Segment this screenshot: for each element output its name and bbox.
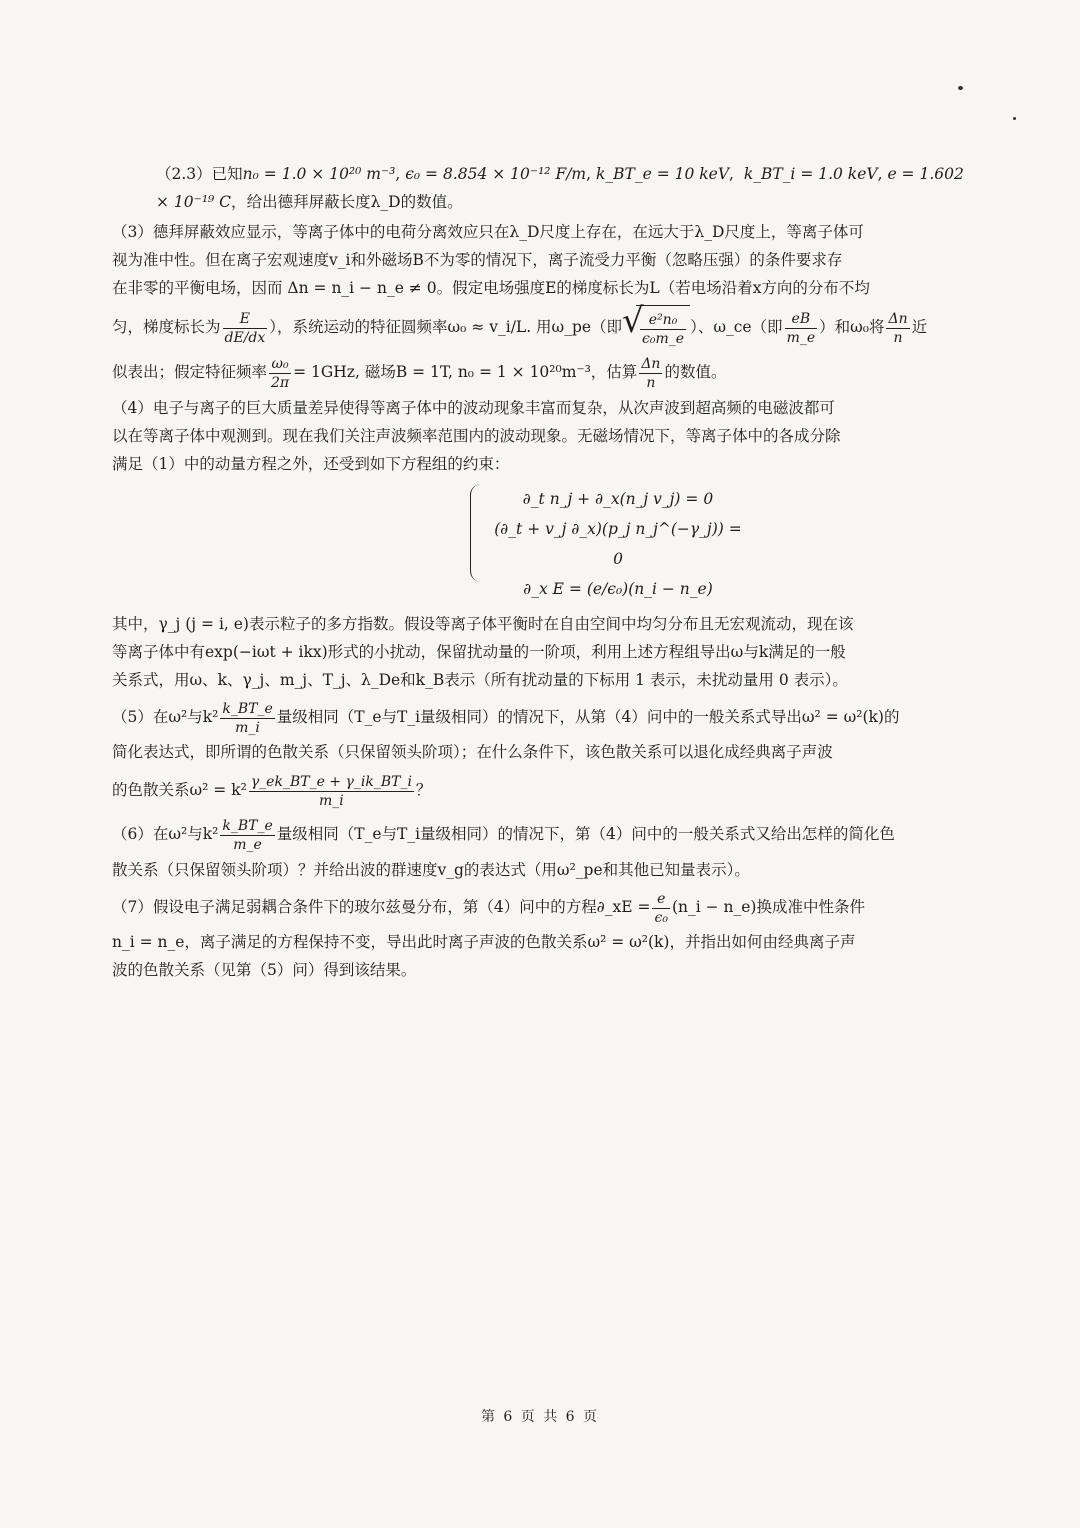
- text: (n_i − n_e)换成准中性条件: [671, 898, 865, 916]
- question-3-fraction-line: [112, 300, 972, 350]
- text: ）、ω_ce（即: [690, 318, 783, 336]
- question-label: （2.3）: [156, 165, 212, 183]
- numerator: Δn: [888, 310, 908, 327]
- numerator: Δn: [641, 355, 661, 372]
- question-label: （3）: [112, 223, 153, 241]
- text-line: 等离子体中有exp(−iωt + ikx)形式的小扰动，保留扰动量的一阶项，利用上述方程组导出ω与k满足的一般: [112, 643, 846, 661]
- left-brace: [470, 484, 481, 582]
- numerator: γ_ek_BT_e + γ_ik_BT_i: [250, 773, 412, 790]
- text: ）和ω₀将: [819, 318, 885, 336]
- text-line: 关系式，用ω、k、γ_j、m_j、T_j、λ_De和k_B表示（所有扰动量的下标用 1 表示，未扰动量用 0 表示）。: [112, 671, 848, 689]
- question-7-line1: [112, 886, 972, 928]
- question-label: （7）: [112, 898, 153, 916]
- text-line: 简化表达式，即所谓的色散关系（只保留领头阶项）；在什么条件下，该色散关系可以退化成经典离子声波: [112, 743, 833, 761]
- text-line: 视为准中性。但在离子宏观速度v_i和外磁场B不为零的情况下，离子流受力平衡（忽略压强）的条件要求存: [112, 251, 843, 269]
- text-line: 在非零的平衡电场，因而 Δn = n_i − n_e ≠ 0。假定电场强度E的梯度标长为L（若电场沿着x方向的分布不均: [112, 279, 870, 297]
- denominator: n: [893, 329, 903, 346]
- fraction-dn-n: [886, 310, 909, 347]
- fraction-e-eps0: [652, 890, 669, 927]
- question-5-line1: [112, 696, 972, 738]
- text-line: 电子与离子的巨大质量差异使得等离子体中的波动现象丰富而复杂，从次声波到超高频的电磁波都可: [152, 399, 835, 417]
- text: ），系统运动的特征圆频率ω₀ ≈ v_i/L. 用ω_pe（即: [269, 318, 623, 336]
- text: 假设电子满足弱耦合条件下的玻尔兹曼分布，第（4）问中的方程∂_xE =: [152, 898, 651, 916]
- denominator: ϵ₀: [654, 909, 668, 926]
- question-7-continued: [112, 928, 972, 984]
- text-line: 散关系（只保留领头阶项）？并给出波的群速度v_g的表达式（用ω²_pe和其他已知量表示）。: [112, 861, 750, 879]
- denominator: dE/dx: [224, 329, 266, 346]
- question-6-line1: [112, 812, 972, 856]
- text: 在ω²与k²: [152, 708, 219, 726]
- question-6-line2: [112, 856, 972, 884]
- numerator: e: [652, 890, 669, 909]
- scan-speck: [1013, 117, 1016, 120]
- question-3-estimate-line: [112, 350, 972, 394]
- text-line: 满足（1）中的动量方程之外，还受到如下方程组的约束：: [112, 455, 510, 473]
- fraction-ion-acoustic: [249, 773, 414, 810]
- question-label: （6）: [112, 825, 153, 843]
- question-2-3: （2.3）已知n₀ = 1.0 × 10²⁰ m⁻³, ϵ₀ = 8.854 × 10⁻¹² F/m, k_BT_e = 10 keV, k_BT_i = 1.0 keV, e = 1.602 × 10⁻¹⁹ C，给出德拜屏蔽长度λ_D的数值。: [156, 165, 964, 211]
- fraction-wpe: [640, 311, 686, 348]
- scan-speck: [958, 86, 963, 90]
- sqrt-wpe: [622, 300, 690, 352]
- denominator: 2π: [271, 374, 290, 391]
- text: 在ω²与k²: [152, 825, 219, 843]
- state-equation: (∂_t + v_j ∂_x)(p_j n_j^(−γ_j)) = 0: [494, 520, 742, 568]
- continuity-equation: ∂_t n_j + ∂_x(n_j v_j) = 0: [522, 490, 714, 508]
- numerator: eB: [785, 310, 818, 329]
- text-line: 其中，γ_j (j = i, e)表示粒子的多方指数。假设等离子体平衡时在自由空间中均匀分布且无宏观流动，现在该: [112, 615, 854, 633]
- equation-system: [470, 484, 748, 604]
- page-footer: 第 6 页 共 6 页: [480, 1409, 600, 1425]
- fraction-dn-n-estimate: [639, 355, 662, 392]
- text: = 1GHz, 磁场B = 1T, n₀ = 1 × 10²⁰m⁻³，估算: [293, 363, 638, 381]
- formula-e: e = 1.602 × 10⁻¹⁹ C: [156, 165, 964, 211]
- text: ？: [415, 781, 432, 799]
- text: 近: [911, 318, 928, 336]
- poisson-equation: ∂_x E = (e/ϵ₀)(n_i − n_e): [523, 580, 713, 598]
- text-line: 德拜屏蔽效应显示，等离子体中的电荷分离效应只在λ_D尺度上存在，在远大于λ_D尺度上，等离子体可: [152, 223, 864, 241]
- text-line: n_i = n_e，离子满足的方程保持不变，导出此时离子声波的色散关系ω² = ω²(k)，并指出如何由经典离子声: [112, 933, 856, 951]
- question-4-continued: [112, 610, 972, 694]
- formula-kti: k_BT_i = 1.0 keV: [743, 165, 878, 183]
- text: 量级相同（T_e与T_i量级相同）的情况下，第（4）问中的一般关系式又给出怎样的简化色: [276, 825, 895, 843]
- question-label: （4）: [112, 399, 153, 417]
- denominator: m_e: [786, 329, 816, 346]
- text: 已知: [211, 165, 243, 183]
- question-4: [112, 394, 972, 478]
- formula-kte: k_BT_e = 10 keV: [595, 165, 730, 183]
- text: 量级相同（T_e与T_i量级相同）的情况下，从第（4）问中的一般关系式导出ω² = ω²(k)的: [276, 708, 900, 726]
- text: 的色散关系ω² = k²: [112, 781, 247, 799]
- question-3: [112, 218, 972, 302]
- denominator: m_i: [235, 719, 260, 736]
- denominator: ϵ₀m_e: [642, 331, 685, 347]
- denominator: m_i: [318, 792, 344, 809]
- fraction-wce: [785, 310, 818, 347]
- formula-n0: n₀ = 1.0 × 10²⁰ m⁻³: [242, 165, 396, 183]
- fraction-gradient-scale: [223, 310, 268, 347]
- formula-eps0: ϵ₀ = 8.854 × 10⁻¹² F/m: [405, 165, 587, 183]
- text: 给出德拜屏蔽长度λ_D的数值。: [246, 193, 463, 211]
- text: 似表出；假定特征频率: [112, 363, 268, 381]
- question-5-line2: [112, 738, 972, 766]
- text: 匀，梯度标长为: [112, 318, 221, 336]
- exam-page: [112, 160, 972, 986]
- radical-sign: √: [622, 300, 644, 341]
- denominator: m_e: [233, 836, 262, 853]
- numerator: k_BT_e: [222, 817, 273, 834]
- text: 的数值。: [664, 363, 727, 381]
- numerator: ω₀: [269, 355, 291, 374]
- denominator: n: [646, 374, 656, 391]
- text-line: 波的色散关系（见第（5）问）得到该结果。: [112, 961, 417, 979]
- fraction-freq: [269, 355, 291, 392]
- question-5-line3: [112, 768, 972, 812]
- question-label: （5）: [112, 708, 153, 726]
- numerator: e²n₀: [640, 311, 686, 330]
- text-line: 以在等离子体中观测到。现在我们关注声波频率范围内的波动现象。无磁场情况下，等离子体中的各成分除: [112, 427, 841, 445]
- fraction-kte-mi: [220, 700, 274, 737]
- numerator: k_BT_e: [222, 700, 273, 717]
- fraction-kte-me: [220, 817, 274, 854]
- numerator: E: [223, 310, 268, 329]
